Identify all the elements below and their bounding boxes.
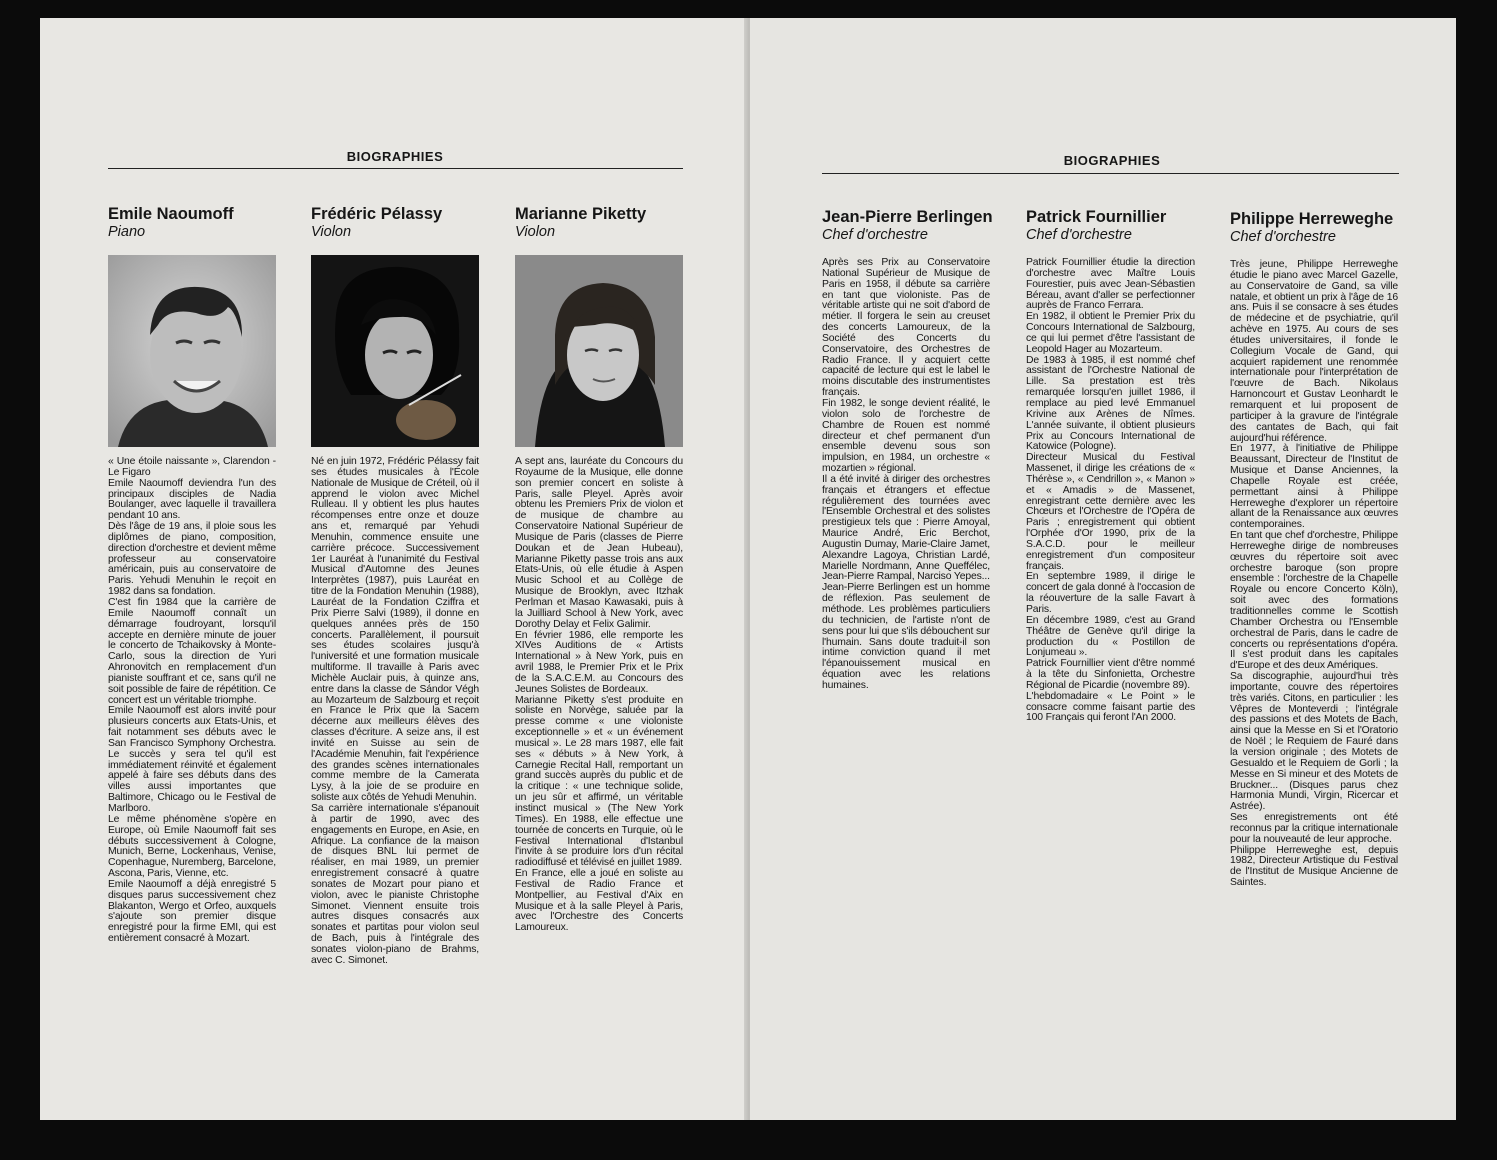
artist-role: Chef d'orchestre (822, 227, 928, 243)
artist-column (515, 205, 683, 934)
bio-paragraph: Marianne Piketty s'est produite en soliste en Norvège, saluée par la presse comme « une violoniste exceptionnelle » et « un événement musical ». Le 28 mars 1987, elle fait ses « débuts » à New York, à Carnegie Recital Hall, remportant un grand succès auprès du public et de la critique : « une technique solide, un jeu sûr et affirmé, un véritable instinct musical » (The New York Times). En 1988, elle effectue une tournée de concerts en Turquie, où le Festival International d'Istanbul l'invite à se produire lors d'un récital radiodiffusé et télévisé en juillet 1989. (515, 694, 683, 869)
bio-paragraph: En tant que chef d'orchestre, Philippe Herreweghe dirige de nombreuses œuvres du répertoire soit avec orchestre baroque (son propre ensemble : l'orchestre de la Chapelle Royale ou encore Concerto Köln), soit avec des formations traditionnelles comme le Scottish Chamber Orchestra ou l'Ensemble orchestral de Paris, dans le cadre de concerts ou représentations d'opéra. Il s'est produit dans les capitales d'Europe et des deux Amériques. (1230, 530, 1398, 672)
artist-bio (108, 457, 276, 945)
left-page (40, 18, 748, 1120)
section-title: BIOGRAPHIES (1063, 153, 1161, 168)
artist-column (1230, 210, 1398, 889)
bio-paragraph: Directeur Musical du Festival Massenet, il dirige les créations de « Thérèse », « Cendrillon », « Manon » et « Amadis » de Massenet, enregistrant cette dernière avec les Chœurs et l'Orchestre de l'Opéra de Paris ; enregistrement qui obtient l'Orphée d'Or 1990, prix de la S.A.C.D. pour le meilleur enregistrement d'un compositeur français. (1026, 452, 1195, 572)
artist-column (822, 208, 993, 692)
bio-paragraph: En 1982, il obtient le Premier Prix du Concours International de Salzbourg, ce qui lui permet d'être l'assistant de Leopold Hager au Mozarteum. (1026, 311, 1195, 355)
artist-column (1026, 208, 1195, 724)
bio-paragraph: Ses enregistrements ont été reconnus par la critique internationale pour la nouveauté de leur approche. (1230, 812, 1398, 845)
artist-column (108, 205, 276, 945)
artist-role: Chef d'orchestre (1230, 229, 1336, 245)
bio-paragraph: Il a été invité à diriger des orchestres français et étrangers et effectue régulièrement des tournées avec l'Ensemble Orchestral et des solistes prestigieux tels que : Pierre Amoyal, Maurice André, Eric Berchot, Augustin Dumay, Marie-Claire Jamet, Alexandre Lagoya, Christian Lardé, Marielle Nordmann, Anne Queffélec, Jean-Pierre Rampal, Narciso Yepes... (822, 473, 990, 583)
bio-paragraph: Patrick Fournillier vient d'être nommé à la tête du Sinfonietta, Orchestre Régional de Picardie (novembre 89). (1026, 658, 1195, 691)
bio-paragraph: En 1977, à l'initiative de Philippe Beaussant, Directeur de l'Institut de Musique et Danse Anciennes, la Chapelle Royale est créée, permettant ainsi à Philippe Herreweghe d'explorer un répertoire allant de la Renaissance aux œuvres contemporaines. (1230, 443, 1398, 531)
bio-paragraph: Né en juin 1972, Frédéric Pélassy fait ses études musicales à l'École Nationale de Musique de Créteil, où il apprend le violon avec Michel Rulleau. Il y obtient les plus hautes récompenses entre onze et douze ans et, remarqué par Yehudi Menuhin, commence ensuite une carrière précoce. Successivement 1er Lauréat à l'unanimité du Festival Musical d'Automne des Jeunes Interprètes (1987), puis Lauréat en titre de la Fondation Menuhin (1988), Lauréat de la Fondation Cziffra et Prix Pierre Salvi (1989), il donne en quelques années près de 150 concerts. Parallèlement, il poursuit ses études scolaires jusqu'à l'université et une formation musicale multiforme. Il travaille à Paris avec Michèle Auclair puis, à quinze ans, entre dans la classe de Sándor Végh au Mozarteum de Salzbourg et reçoit en France le Prix que la Sacem décerne aux meilleurs élèves des classes d'écriture. A seize ans, il est invité en Suisse au sein de l'Académie Menuhin, fait l'expérience des grandes scènes internationales comme membre de la Camerata Lysy, à la joie de se produire en soliste aux côtés de Yehudi Menuhin. (311, 456, 479, 804)
artist-name: Jean-Pierre Berlingen (822, 208, 993, 226)
bio-paragraph: En décembre 1989, c'est au Grand Théâtre de Genève qu'il dirige la production du « Postillon de Lonjumeau ». (1026, 614, 1195, 659)
bio-paragraph: L'hebdomadaire « Le Point » le consacre comme faisant partie des 100 Français qui feront l'An 2000. (1026, 690, 1195, 724)
artist-role: Piano (108, 224, 146, 240)
artist-bio (822, 258, 990, 692)
artist-bio (311, 457, 479, 967)
section-rule (108, 168, 683, 169)
bio-paragraph: Emile Naoumoff est alors invité pour plusieurs concerts aux Etats-Unis, et fait notamment ses débuts avec le San Francisco Symphony Orchestra. Le succès y sera tel qu'il est immédiatement réinvité et également appelé à faire ses débuts dans des villes aussi importantes que Baltimore, Chicago ou le Festival de Marlboro. (108, 705, 276, 814)
bio-paragraph: Patrick Fournillier étudie la direction d'orchestre avec Maître Louis Fourestier, puis avec Jean-Sébastien Béreau, avant d'aller se perfectionner auprès de Franco Ferrara. (1026, 257, 1195, 312)
right-page (750, 18, 1456, 1120)
artist-bio (1026, 258, 1195, 724)
bio-paragraph: Très jeune, Philippe Herreweghe étudie le piano avec Marcel Gazelle, au Conservatoire de Gand, sa ville natale, et obtient un prix à l'âge de 16 ans. Puis il se consacre à ses études de médecine et de psychiatrie, qu'il achève en 1975. Au cours de ses études universitaires, il fonde le Collegium Vocale de Gand, qui acquiert rapidement une renommée internationale pour l'interprétation de l'œuvre de Bach. Nikolaus Harnoncourt et Gustav Leonhardt le remarquent et lui proposent de participer à la gravure de l'intégrale des cantates de Bach, qui fait aujourd'hui référence. (1230, 259, 1398, 444)
bio-paragraph: Sa discographie, aujourd'hui très importante, couvre des répertoires très variés. Citons, en particulier : les Vêpres de Monteverdi ; l'intégrale des passions et des Motets de Bach, ainsi que la Messe en Si et l'Oratorio de Noël ; le Requiem de Fauré dans la version originale ; des Motets de Gesualdo et le Requiem de Gorli ; la Messe en Si mineur et des Motets de Bruckner... (Disques parus chez Harmonia Mundi, Virgin, Ricercar et Astrée). (1230, 671, 1398, 813)
bio-paragraph: En février 1986, elle remporte les XIVes Auditions de « Artists International » à New York, puis en avril 1988, le Premier Prix et le Prix de la S.A.C.E.M. au Concours des Jeunes Solistes de Bordeaux. (515, 629, 683, 695)
bio-paragraph: En France, elle a joué en soliste au Festival de Radio France et Montpellier, au Festival d'Aix en Musique et à la salle Pleyel à Paris, avec l'Orchestre des Concerts Lamoureux. (515, 868, 683, 934)
bio-paragraph: De 1983 à 1985, il est nommé chef assistant de l'Orchestre National de Lille. Sa prestation est très remarquée lorsqu'en juillet 1986, il remplace au pied levé Emmanuel Krivine aux Arènes de Nîmes. L'année suivante, il obtient plusieurs Prix au Concours International de Katowice (Pologne). (1026, 354, 1195, 453)
section-rule (822, 173, 1399, 174)
artist-role: Violon (515, 224, 556, 240)
bio-paragraph: C'est fin 1984 que la carrière de Emile Naoumoff connaît un démarrage foudroyant, lorsqu'il accepte en dernière minute de jouer le concerto de Tchaikovsky à Monte-Carlo, sous la direction de Yuri Ahronovitch en remplacement d'un pianiste souffrant et ce, sans qu'il ne soit possible de faire de répétition. Ce concert est un véritable triomphe. (108, 596, 276, 706)
bio-paragraph: Emile Naoumoff deviendra l'un des principaux disciples de Nadia Boulanger, avec laquelle il travaillera pendant 10 ans. (108, 477, 276, 522)
artist-name: Frédéric Pélassy (311, 205, 443, 223)
artist-name: Patrick Fournillier (1026, 208, 1167, 226)
bio-paragraph: En septembre 1989, il dirige le concert de gala donné à l'occasion de la réouverture de la salle Favart à Paris. (1026, 571, 1195, 615)
artist-bio (515, 457, 683, 934)
bio-paragraph: Après ses Prix au Conservatoire National Supérieur de Musique de Paris en 1958, il débute sa carrière en tant que violoniste. Pas de véritable artiste qui ne soit d'abord de métier. Il forgera le sein au creuset des concerts Lamoureux, de la Société des Concerts du Conservatoire, des Orchestres de Radio France. Il y acquiert cette capacité de lecture qui est le label le moins discutable des instrumentistes français. (822, 257, 990, 399)
bio-paragraph: Dès l'âge de 19 ans, il ploie sous les diplômes de piano, composition, direction d'orchestre et devient même professeur au conservatoire américain, puis au conservatoire de Paris. Yehudi Menuhin le reçoit en 1982 dans sa fondation. (108, 521, 276, 598)
section-title: BIOGRAPHIES (346, 149, 444, 164)
bio-paragraph: Jean-Pierre Berlingen est un homme de réflexion. Pas seulement de méthode. Les problèmes particuliers du technicien, de l'artiste n'ont de sens pour lui que s'ils débouchent sur l'humain. Sans doute traduit-il son intime conviction quand il met l'épanouissement musical en équation avec les relations humaines. (822, 582, 990, 691)
artist-role: Chef d'orchestre (1026, 227, 1132, 243)
artist-role: Violon (311, 224, 352, 240)
bio-paragraph: Fin 1982, le songe devient réalité, le violon solo de l'orchestre de Chambre de Rouen est nommé directeur et chef permanent d'un ensemble devenu sous son impulsion, en 1984, un orchestre « mozartien » régional. (822, 397, 990, 475)
bio-paragraph: « Une étoile naissante », Clarendon - Le Figaro (108, 456, 276, 478)
artist-name: Marianne Piketty (515, 205, 647, 223)
bio-paragraph: Le même phénomène s'opère en Europe, où Emile Naoumoff fait ses débuts successivement à Cologne, Munich, Berne, Lockenhaus, Venise, Copenhague, Nuremberg, Barcelone, Ascona, Paris, Vienne, etc. (108, 813, 276, 880)
bio-paragraph: Emile Naoumoff a déjà enregistré 5 disques parus successivement chez Blakanton, Wergo et Orfeo, auxquels s'ajoute son premier disque enregistré pour la firme EMI, qui est entièrement consacré à Mozart. (108, 878, 276, 945)
artist-name: Emile Naoumoff (108, 205, 234, 223)
artist-photo (311, 255, 479, 447)
bio-paragraph: A sept ans, lauréate du Concours du Royaume de la Musique, elle donne son premier concert en soliste à Paris, salle Pleyel. Après avoir obtenu les Premiers Prix de violon et de musique de chambre au Conservatoire National Supérieur de Musique de Paris (classes de Pierre Doukan et de Jean Hubeau), Marianne Piketty passe trois ans aux Etats-Unis, où elle étudie à Aspen Music School et au Collège de Musique de Brooklyn, avec Itzhak Perlman et Masao Kawasaki, puis à la Juilliard School à New York, avec Dorothy Delay et Felix Galimir. (515, 456, 683, 630)
artist-column (311, 205, 479, 967)
artist-photo (515, 255, 683, 447)
artist-name: Philippe Herreweghe (1230, 210, 1394, 228)
bio-paragraph: Sa carrière internationale s'épanouit à partir de 1990, avec des engagements en Europe, en Asie, en Afrique. La confiance de la maison de disques BNL lui permet de réaliser, en mai 1989, un premier enregistrement consacré à quatre sonates de Mozart pour piano et violon, avec le pianiste Christophe Simonet. Viennent ensuite trois autres disques consacrés aux sonates et partitas pour violon seul de Bach, puis à l'intégrale des sonates violon-piano de Brahms, avec C. Simonet. (311, 803, 479, 966)
bio-paragraph: Philippe Herreweghe est, depuis 1982, Directeur Artistique du Festival de l'Institut de Musique Ancienne de Saintes. (1230, 844, 1398, 889)
artist-photo (108, 255, 276, 447)
artist-bio (1230, 260, 1398, 889)
